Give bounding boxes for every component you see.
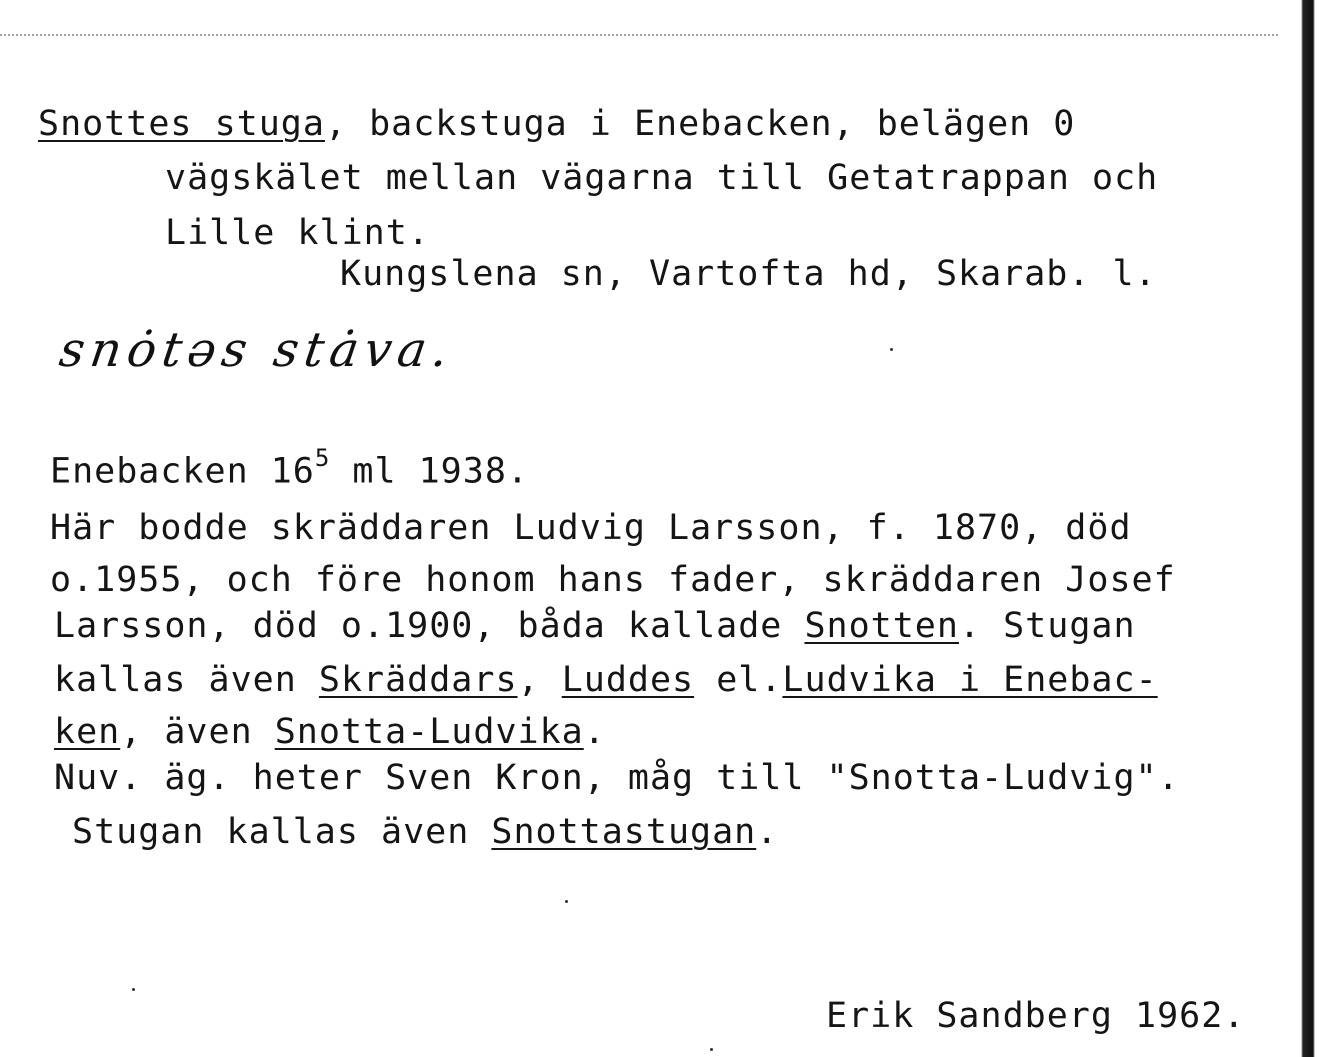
- body-line-7-end: .: [756, 812, 779, 852]
- name-snottastugan: Snottastugan: [491, 812, 757, 852]
- body-line-2: o.1955, och före honom hans fader, skräddaren Josef: [50, 560, 1176, 600]
- body-line-4: [54, 660, 1158, 700]
- paper-speck: [132, 988, 135, 991]
- body-line-5-end: .: [583, 712, 606, 752]
- record-superscript: 5: [314, 444, 331, 472]
- name-skraddars: Skräddars: [318, 660, 518, 700]
- entry-location: Kungslena sn, Vartofta hd, Skarab. l.: [340, 254, 1157, 294]
- record-line: [50, 442, 529, 492]
- body-line-4-el: el.: [694, 660, 783, 700]
- body-line-3-end: . Stugan: [958, 606, 1136, 646]
- body-line-3-text: Larsson, död o.1900, båda kallade: [54, 606, 805, 646]
- name-snotten: Snotten: [804, 606, 959, 646]
- paper-speck: [890, 348, 893, 351]
- name-snotta-ludvika: Snotta-Ludvika: [274, 712, 584, 752]
- entry-title-line: [38, 104, 1075, 144]
- handwritten-pronunciation: snȯtəs stȧva.: [56, 322, 458, 378]
- body-line-6: Nuv. äg. heter Sven Kron, måg till "Snotta-Ludvig".: [54, 758, 1180, 798]
- record-rest: ml 1938.: [330, 451, 529, 492]
- body-line-7-text: Stugan kallas även: [72, 812, 492, 852]
- body-line-4-sep: ,: [517, 660, 562, 700]
- record-place: Enebacken 16: [50, 451, 315, 492]
- entry-description-line-2: vägskälet mellan vägarna till Getatrappan och: [165, 158, 1159, 198]
- name-ken: ken: [54, 712, 121, 752]
- paper-speck: [565, 900, 568, 903]
- body-line-5-text: , även: [120, 712, 275, 752]
- body-line-7: [72, 812, 778, 852]
- paper-speck: [710, 1048, 713, 1051]
- body-line-3: [54, 606, 1136, 646]
- body-line-4-text: kallas även: [54, 660, 319, 700]
- card-right-edge: [1279, 0, 1335, 1057]
- body-line-5: [54, 712, 606, 752]
- name-luddes: Luddes: [561, 660, 695, 700]
- signature: Erik Sandberg 1962.: [826, 996, 1246, 1036]
- name-ludvika-i-enebacken: Ludvika i Enebac-: [782, 660, 1158, 700]
- card-top-edge: [0, 34, 1290, 36]
- entry-description: , backstuga i Enebacken, belägen 0: [324, 104, 1076, 144]
- entry-description-line-3: Lille klint.: [165, 213, 430, 253]
- entry-name: Snottes stuga: [38, 104, 325, 144]
- body-line-1: Här bodde skräddaren Ludvig Larsson, f. 1870, död: [50, 508, 1132, 548]
